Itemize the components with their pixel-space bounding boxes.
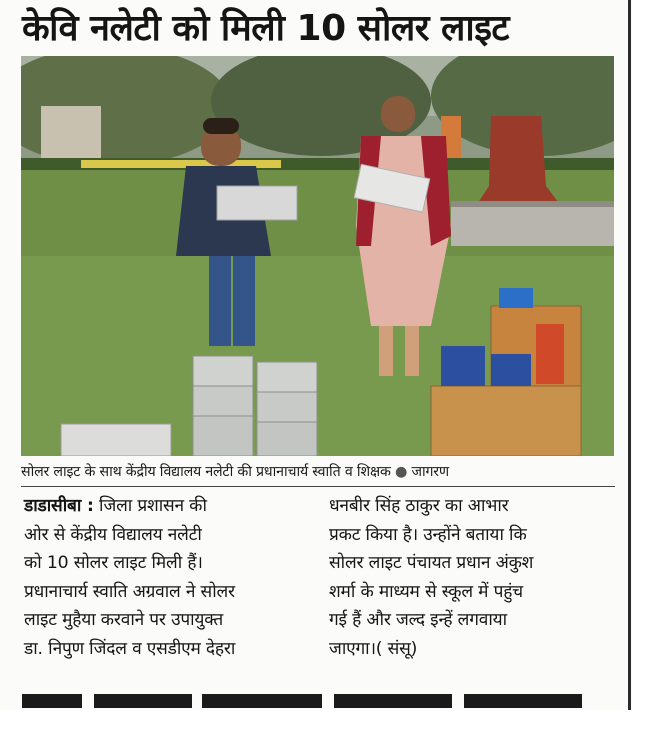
caption-text: सोलर लाइट के साथ केंद्रीय विद्यालय नलेटी की प्रधानाचार्य स्वाति व शिक्षक xyxy=(21,464,391,480)
article-column-right xyxy=(329,492,619,663)
dateline: डाडासीबा : xyxy=(24,496,94,516)
news-photo-illustration xyxy=(21,56,614,456)
column-line: जाएगा।( संसू) xyxy=(329,638,418,659)
caption-divider xyxy=(21,486,615,487)
column-line: शर्मा के माध्यम से स्कूल में पहुंच xyxy=(329,581,523,602)
column-line: को 10 सोलर लाइट मिली हैं। xyxy=(24,553,203,573)
article-column-left xyxy=(24,492,314,663)
column-line: लाइट मुहैया करवाने पर उपायुक्त xyxy=(24,610,223,630)
caption-credit: जागरण xyxy=(411,464,449,480)
next-article-headline-cropped xyxy=(22,692,622,732)
column-line: गई हैं और जल्द इन्हें लगवाया xyxy=(329,610,507,630)
column-line: प्रधानाचार्य स्वाति अग्रवाल ने सोलर xyxy=(24,581,235,602)
column-line: प्रकट किया है। उन्होंने बताया कि xyxy=(329,524,527,545)
column-line: धनबीर सिंह ठाकुर का आभार xyxy=(329,496,509,516)
article-headline: केवि नलेटी को मिली 10 सोलर लाइट xyxy=(22,8,510,49)
news-photo xyxy=(21,56,614,456)
column-line: डा. निपुण जिंदल व एसडीएम देहरा xyxy=(24,638,236,659)
column-line: ओर से केंद्रीय विद्यालय नलेटी xyxy=(24,524,202,545)
photo-caption xyxy=(21,459,621,485)
column-line: सोलर लाइट पंचायत प्रधान अंकुश xyxy=(329,553,534,573)
column-line-text: जिला प्रशासन की xyxy=(98,496,207,516)
bullet-icon: ● xyxy=(394,464,412,480)
column-line xyxy=(24,492,314,521)
column-rule xyxy=(628,0,631,710)
